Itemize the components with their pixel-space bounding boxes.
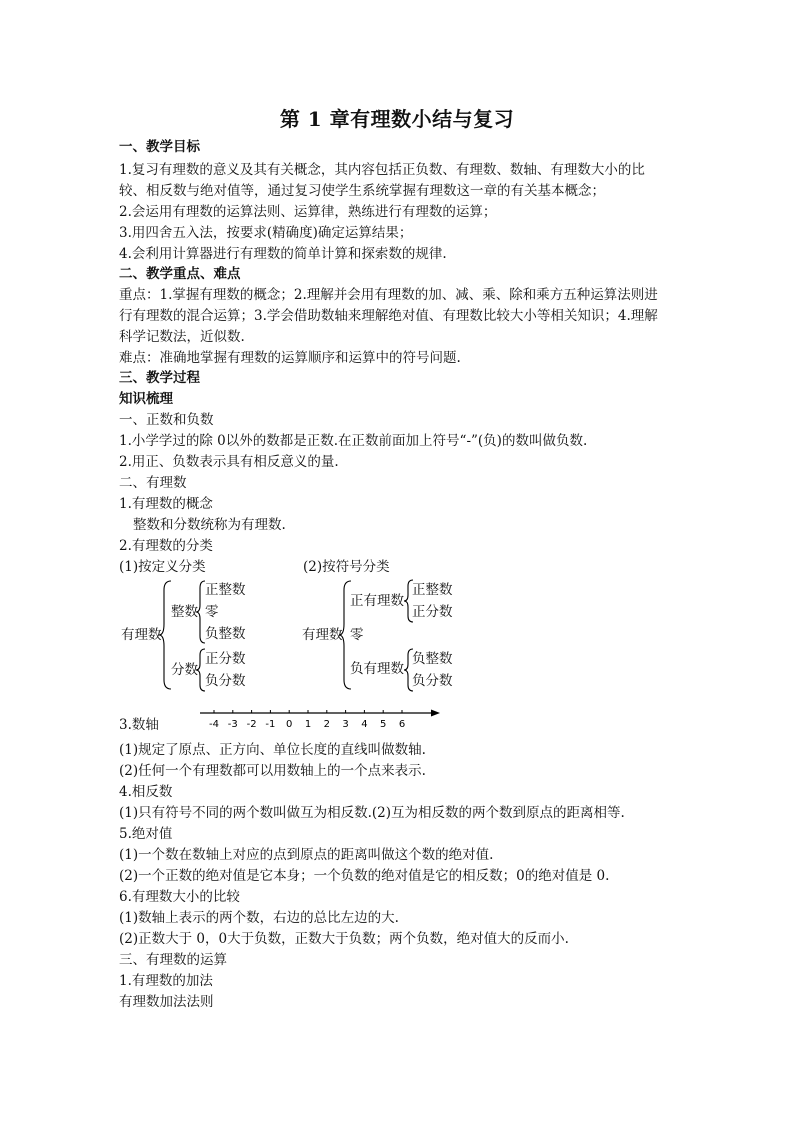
number-line-arrow: [431, 710, 440, 717]
concept-heading: 1.有理数的概念: [119, 496, 213, 512]
concept-text: 整数和分数统称为有理数.: [133, 517, 286, 533]
classification-heading: 2.有理数的分类: [119, 538, 213, 554]
number-line-tick-label: -1: [265, 719, 276, 730]
compare-item: (1)数轴上表示的两个数，右边的总比左边的大.: [119, 910, 399, 926]
fraction-label: 分数: [171, 662, 198, 678]
zero-label: 零: [205, 604, 219, 620]
opposite-heading: 4.相反数: [119, 784, 173, 800]
abs-item: (1)一个数在数轴上对应的点到原点的距离叫做这个数的绝对值.: [119, 847, 494, 863]
positive-integer-label-2: 正整数: [412, 582, 453, 598]
number-line-tick-label: 4: [361, 719, 368, 730]
number-line-tick-label: -4: [209, 719, 219, 730]
negative-fraction-label-2: 负分数: [412, 673, 453, 689]
positive-integer-label: 正整数: [205, 582, 246, 598]
number-line-tick-label: 6: [398, 719, 406, 730]
key-point-line: 重点：1.掌握有理数的概念；2.理解并会用有理数的加、减、乘、除和乘方五种运算法则进: [119, 287, 658, 303]
positive-rational-label: 正有理数: [350, 593, 404, 609]
zero-label-2: 零: [350, 627, 364, 643]
number-line-tick-label: 1: [304, 719, 312, 730]
abs-item: (2)一个正数的绝对值是它本身；一个负数的绝对值是它的相反数；0的绝对值是 0.: [119, 868, 610, 884]
goal-line: 1.复习有理数的意义及其有关概念，其内容包括正负数、有理数、数轴、有理数大小的比: [119, 162, 645, 178]
part1-item: 1.小学学过的除 0以外的数都是正数.在正数前面加上符号“-”(负)的数叫做负数.: [119, 433, 588, 449]
key-point-line: 行有理数的混合运算；3.学会借助数轴来理解绝对值、有理数比较大小等相关知识；4.理解: [119, 308, 658, 324]
goal-line: 2.会运用有理数的运算法则、运算律，熟练进行有理数的运算；: [119, 204, 497, 220]
part-heading: 二、有理数: [119, 475, 187, 491]
positive-fraction-label-2: 正分数: [412, 604, 453, 620]
rational-root-label: 有理数: [121, 627, 162, 643]
addition-heading: 1.有理数的加法: [119, 973, 213, 989]
addition-rule: 有理数加法法则: [119, 994, 214, 1010]
number-line-tick-label: 0: [286, 719, 293, 730]
rational-root-label-2: 有理数: [302, 627, 343, 643]
section-heading-key-points: 二、教学重点、难点: [119, 266, 241, 282]
negative-integer-label: 负整数: [205, 626, 246, 642]
number-line-item: (1)规定了原点、正方向、单位长度的直线叫做数轴.: [119, 742, 426, 758]
number-line-heading: 3.数轴: [119, 717, 159, 733]
section-heading-process: 三、教学过程: [119, 370, 200, 386]
number-line-tick-label: -2: [246, 719, 257, 730]
goal-line: 4.会利用计算器进行有理数的简单计算和探索数的规律.: [119, 246, 447, 262]
by-definition-caption: (1)按定义分类: [119, 559, 206, 575]
knowledge-heading: 知识梳理: [119, 391, 173, 407]
number-line-item: (2)任何一个有理数都可以用数轴上的一个点来表示.: [119, 763, 426, 779]
difficulty-line: 难点：准确地掌握有理数的运算顺序和运算中的符号问题.: [119, 350, 461, 366]
goal-line: 3.用四舍五入法，按要求(精确度)确定运算结果；: [119, 225, 413, 241]
negative-integer-label-2: 负整数: [412, 651, 453, 667]
number-line: [200, 706, 445, 732]
goal-line: 较、相反数与绝对值等，通过复习使学生系统掌握有理数这一章的有关基本概念；: [119, 183, 605, 199]
number-line-tick-label: 2: [323, 719, 330, 730]
part1-item: 2.用正、负数表示具有相反意义的量.: [119, 454, 339, 470]
part-heading: 三、有理数的运算: [119, 952, 227, 968]
number-line-tick-label: 3: [342, 719, 349, 730]
number-line-tick-label: 5: [380, 719, 387, 730]
integer-label: 整数: [171, 604, 198, 620]
abs-heading: 5.绝对值: [119, 826, 173, 842]
negative-fraction-label: 负分数: [205, 673, 246, 689]
key-point-line: 科学记数法，近似数.: [119, 329, 245, 345]
compare-item: (2)正数大于 0，0大于负数，正数大于负数；两个负数，绝对值大的反而小.: [119, 931, 569, 947]
part-heading: 一、正数和负数: [119, 412, 214, 428]
section-heading-goals: 一、教学目标: [119, 139, 200, 155]
compare-heading: 6.有理数大小的比较: [119, 889, 240, 905]
positive-fraction-label: 正分数: [205, 651, 246, 667]
page-title: 第 1 章有理数小结与复习: [279, 107, 515, 131]
number-line-tick-label: -3: [227, 719, 238, 730]
negative-rational-label: 负有理数: [350, 661, 404, 677]
by-sign-caption: (2)按符号分类: [303, 559, 390, 575]
opposite-text: (1)只有符号不同的两个数叫做互为相反数.(2)互为相反数的两个数到原点的距离相等.: [119, 805, 625, 821]
